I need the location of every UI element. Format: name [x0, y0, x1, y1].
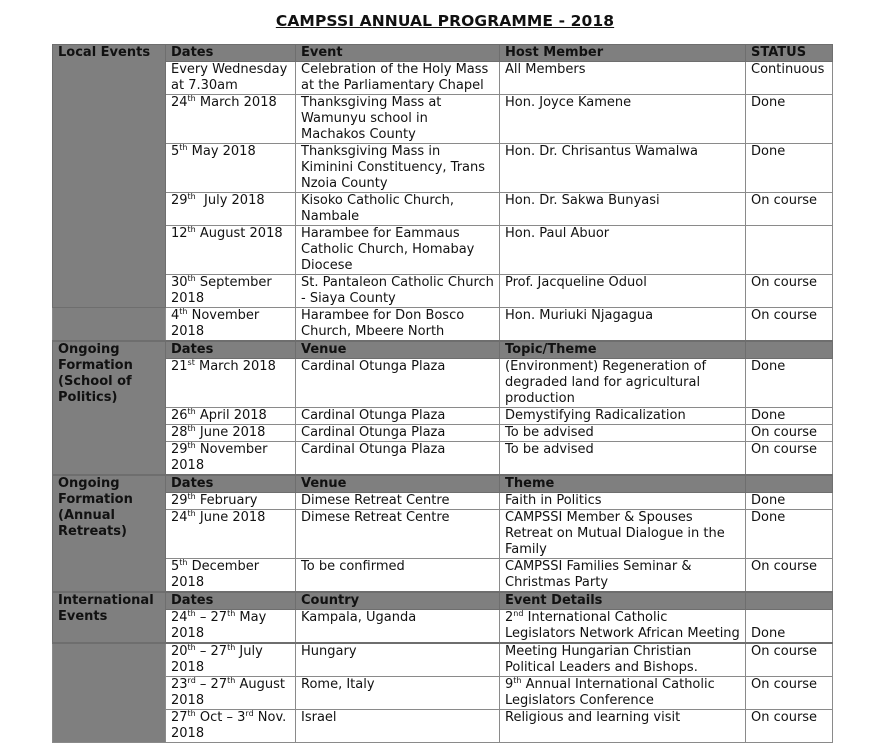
document-title: CAMPSSI ANNUAL PROGRAMME - 2018: [275, 12, 615, 30]
date-cell: 20th – 27th July 2018: [166, 643, 296, 677]
date-cell: 29th November 2018: [166, 442, 296, 476]
column-header-event-details: Event Details: [500, 592, 746, 610]
date-cell: 26th April 2018: [166, 408, 296, 425]
event-cell: Celebration of the Holy Mass at the Parliamentary Chapel: [296, 62, 500, 95]
status-cell: Done: [746, 95, 833, 144]
date-cell: 4th November 2018: [166, 308, 296, 342]
status-cell: On course: [746, 677, 833, 710]
date-cell: 27th Oct – 3rd Nov. 2018: [166, 710, 296, 743]
topic-cell: (Environment) Regeneration of degraded land for agricultural production: [500, 359, 746, 408]
table-row: [53, 408, 833, 425]
table-row: [53, 643, 833, 677]
date-cell: 29th February: [166, 493, 296, 510]
venue-cell: Dimese Retreat Centre: [296, 510, 500, 559]
event-cell: Thanksgiving Mass at Wamunyu school in Machakos County: [296, 95, 500, 144]
status-cell: On course: [746, 308, 833, 342]
country-cell: Israel: [296, 710, 500, 743]
date-cell: 24th June 2018: [166, 510, 296, 559]
event-cell: Thanksgiving Mass in Kiminini Constituency, Trans Nzoia County: [296, 144, 500, 193]
host-cell: Hon. Muriuki Njagagua: [500, 308, 746, 342]
event-cell: St. Pantaleon Catholic Church - Siaya County: [296, 275, 500, 308]
status-cell: On course: [746, 643, 833, 677]
local-events-header-row: [53, 45, 833, 62]
venue-cell: Dimese Retreat Centre: [296, 493, 500, 510]
host-cell: Hon. Joyce Kamene: [500, 95, 746, 144]
topic-cell: To be advised: [500, 442, 746, 476]
date-cell: 30th September 2018: [166, 275, 296, 308]
status-cell: Done: [746, 493, 833, 510]
column-header-venue: Venue: [296, 475, 500, 493]
section-label-school-of-politics: Ongoing Formation (School of Politics): [53, 341, 166, 475]
section-label-empty: [53, 643, 166, 743]
country-cell: Kampala, Uganda: [296, 610, 500, 644]
date-cell: 12th August 2018: [166, 226, 296, 275]
status-cell: On course: [746, 275, 833, 308]
status-cell: On course: [746, 425, 833, 442]
event-cell: Harambee for Don Bosco Church, Mbeere North: [296, 308, 500, 342]
section-label-empty: [53, 308, 166, 342]
venue-cell: To be confirmed: [296, 559, 500, 593]
column-header-theme: Theme: [500, 475, 746, 493]
table-row: [53, 144, 833, 193]
table-row: [53, 677, 833, 710]
date-cell: 5th May 2018: [166, 144, 296, 193]
column-header-status-blank: [746, 475, 833, 493]
table-row: [53, 559, 833, 593]
table-row: [53, 610, 833, 644]
table-row: [53, 425, 833, 442]
date-cell: Every Wednesday at 7.30am: [166, 62, 296, 95]
status-cell: Done: [746, 610, 833, 644]
date-cell: 28th June 2018: [166, 425, 296, 442]
column-header-status-blank: [746, 592, 833, 610]
host-cell: Hon. Dr. Chrisantus Wamalwa: [500, 144, 746, 193]
date-cell: 21st March 2018: [166, 359, 296, 408]
status-cell: On course: [746, 559, 833, 593]
annual-retreats-header-row: [53, 475, 833, 493]
column-header-dates: Dates: [166, 341, 296, 359]
table-row: [53, 95, 833, 144]
host-cell: Hon. Paul Abuor: [500, 226, 746, 275]
status-cell: Continuous: [746, 62, 833, 95]
table-row: [53, 226, 833, 275]
status-cell: Done: [746, 144, 833, 193]
table-row: [53, 442, 833, 476]
date-cell: 23rd – 27th August 2018: [166, 677, 296, 710]
column-header-host-member: Host Member: [500, 45, 746, 62]
date-cell: 24th – 27th May 2018: [166, 610, 296, 644]
venue-cell: Cardinal Otunga Plaza: [296, 408, 500, 425]
column-header-event: Event: [296, 45, 500, 62]
date-cell: 24th March 2018: [166, 95, 296, 144]
programme-table: [52, 44, 833, 743]
venue-cell: Cardinal Otunga Plaza: [296, 442, 500, 476]
section-label-annual-retreats: Ongoing Formation (Annual Retreats): [53, 475, 166, 592]
country-cell: Rome, Italy: [296, 677, 500, 710]
status-cell: Done: [746, 510, 833, 559]
column-header-dates: Dates: [166, 592, 296, 610]
table-row: [53, 359, 833, 408]
column-header-status-blank: [746, 341, 833, 359]
table-row: [53, 710, 833, 743]
column-header-dates: Dates: [166, 45, 296, 62]
column-header-topic-theme: Topic/Theme: [500, 341, 746, 359]
status-cell: Done: [746, 359, 833, 408]
column-header-dates: Dates: [166, 475, 296, 493]
host-cell: Hon. Dr. Sakwa Bunyasi: [500, 193, 746, 226]
table-row: [53, 493, 833, 510]
host-cell: Prof. Jacqueline Oduol: [500, 275, 746, 308]
event-cell: Kisoko Catholic Church, Nambale: [296, 193, 500, 226]
international-events-header-row: [53, 592, 833, 610]
event-details-cell: 2nd International Catholic Legislators Network African Meeting: [500, 610, 746, 644]
status-cell: On course: [746, 442, 833, 476]
theme-cell: CAMPSSI Member & Spouses Retreat on Mutual Dialogue in the Family: [500, 510, 746, 559]
status-cell: On course: [746, 710, 833, 743]
status-cell: Done: [746, 408, 833, 425]
section-label-international-events: International Events: [53, 592, 166, 643]
status-cell: On course: [746, 193, 833, 226]
topic-cell: Demystifying Radicalization: [500, 408, 746, 425]
date-cell: 29th July 2018: [166, 193, 296, 226]
theme-cell: Faith in Politics: [500, 493, 746, 510]
table-row: [53, 308, 833, 342]
event-details-cell: 9th Annual International Catholic Legislators Conference: [500, 677, 746, 710]
country-cell: Hungary: [296, 643, 500, 677]
table-row: [53, 510, 833, 559]
host-cell: All Members: [500, 62, 746, 95]
section-label-local-events: Local Events: [53, 45, 166, 308]
column-header-status: STATUS: [746, 45, 833, 62]
event-details-cell: Religious and learning visit: [500, 710, 746, 743]
table-row: [53, 193, 833, 226]
theme-cell: CAMPSSI Families Seminar & Christmas Party: [500, 559, 746, 593]
topic-cell: To be advised: [500, 425, 746, 442]
school-of-politics-header-row: [53, 341, 833, 359]
venue-cell: Cardinal Otunga Plaza: [296, 425, 500, 442]
status-cell: [746, 226, 833, 275]
venue-cell: Cardinal Otunga Plaza: [296, 359, 500, 408]
column-header-venue: Venue: [296, 341, 500, 359]
event-details-cell: Meeting Hungarian Christian Political Leaders and Bishops.: [500, 643, 746, 677]
event-cell: Harambee for Eammaus Catholic Church, Homabay Diocese: [296, 226, 500, 275]
table-row: [53, 275, 833, 308]
column-header-country: Country: [296, 592, 500, 610]
table-row: [53, 62, 833, 95]
date-cell: 5th December 2018: [166, 559, 296, 593]
